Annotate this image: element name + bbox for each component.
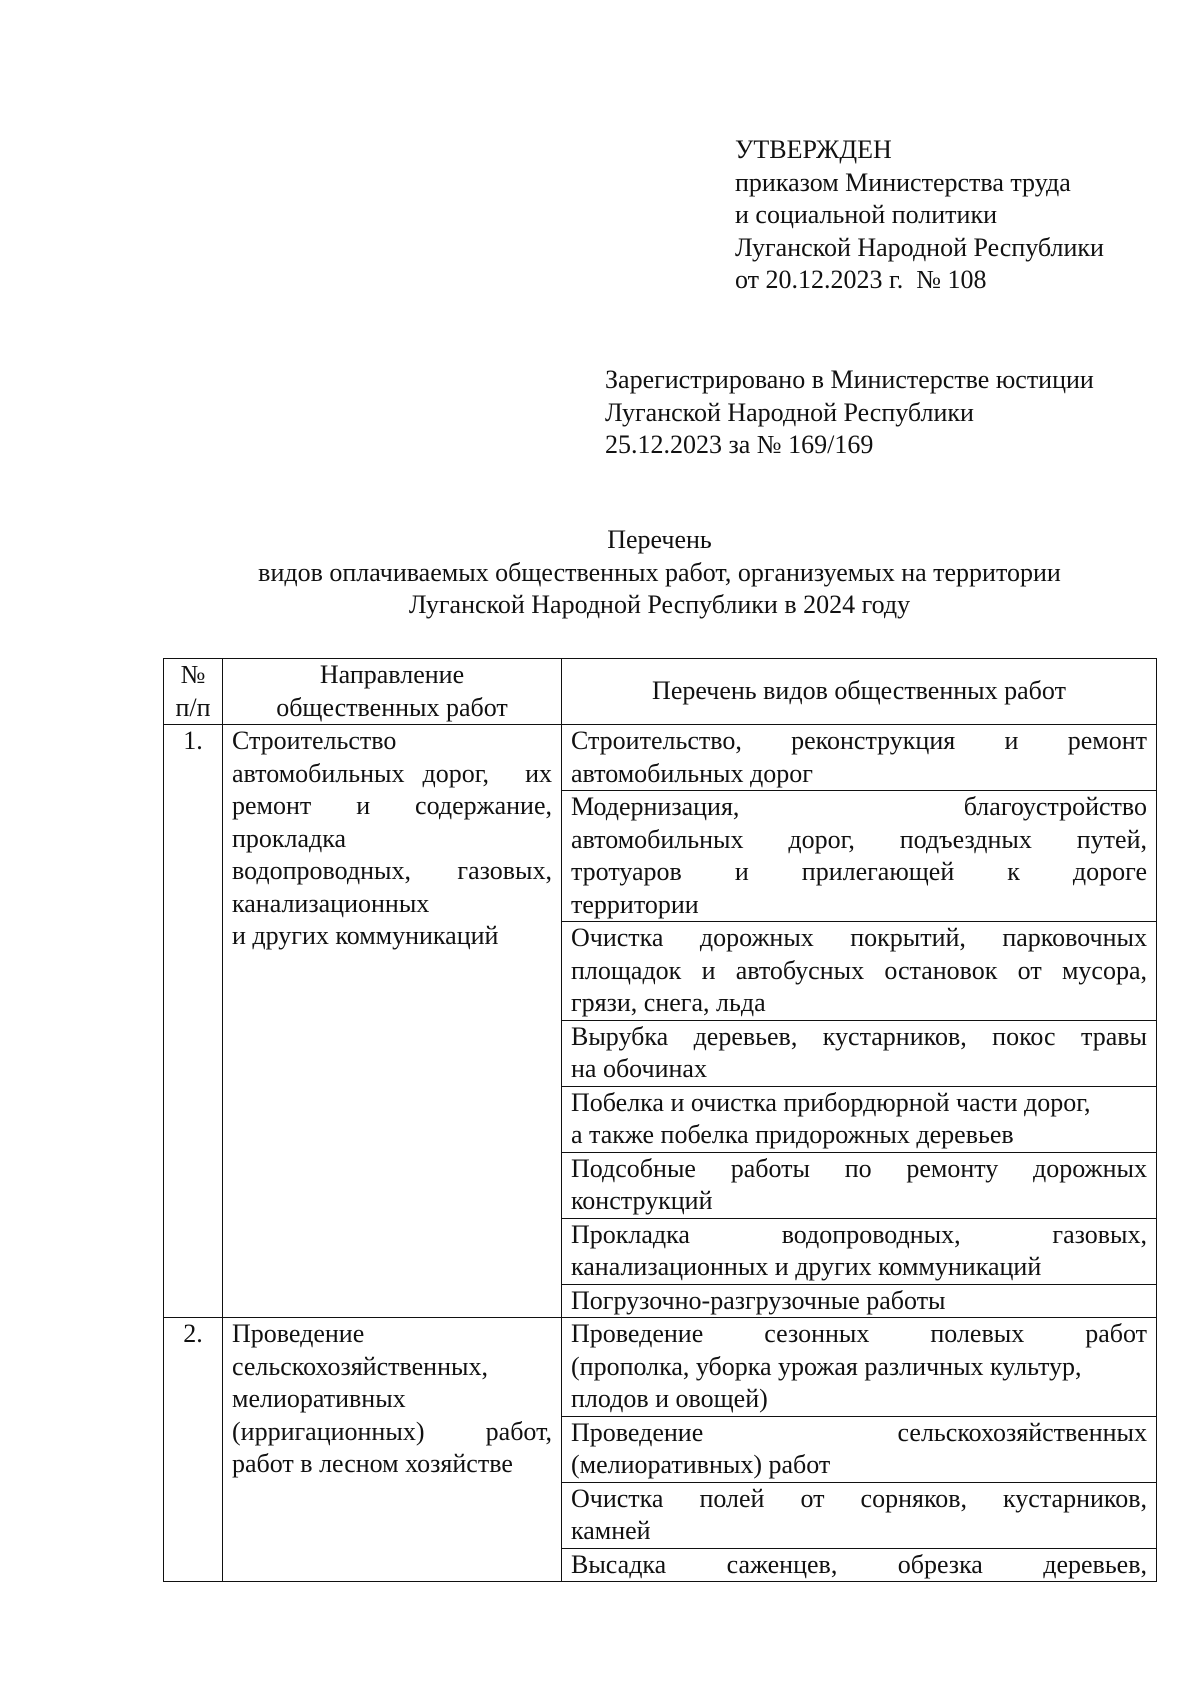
direction-line: работ в лесном хозяйстве — [232, 1449, 513, 1478]
work-type-line: Прокладка водопроводных, газовых, — [571, 1219, 1147, 1249]
registration-block — [605, 364, 1094, 462]
work-type-line: конструкций — [571, 1186, 713, 1215]
work-direction — [223, 725, 562, 1318]
work-direction — [223, 1318, 562, 1582]
registration-date-number: 25.12.2023 за № 169/169 — [605, 430, 874, 459]
approval-line: и социальной политики — [735, 200, 997, 229]
approval-date-number: от 20.12.2023 г. № 108 — [735, 265, 987, 294]
work-type — [562, 791, 1157, 922]
work-type-line: автомобильных дорог, подъездных путей, — [571, 824, 1147, 854]
work-type-line: Модернизация, благоустройство — [571, 792, 1147, 821]
work-type-line: Очистка дорожных покрытий, парковочных — [571, 923, 1147, 952]
work-type-line: Строительство, реконструкция и ремонт — [571, 726, 1147, 755]
work-type-line: территории — [571, 889, 699, 919]
work-type — [562, 1218, 1157, 1284]
work-type-line: Погрузочно-разгрузочные работы — [571, 1285, 946, 1315]
work-type-line: (мелиоративных) работ — [571, 1450, 831, 1479]
direction-line: Проведение — [232, 1319, 365, 1348]
title-line: видов оплачиваемых общественных работ, организуемых на территории — [258, 557, 1061, 587]
work-type-line: Подсобные работы по ремонту дорожных — [571, 1153, 1147, 1183]
work-type-line: грязи, снега, льда — [571, 988, 766, 1017]
work-type — [562, 1416, 1157, 1482]
table-body — [164, 725, 1157, 1582]
work-type-line: автомобильных дорог — [571, 758, 813, 788]
approval-line: приказом Министерства труда — [735, 167, 1071, 197]
direction-line: водопроводных, газовых, — [232, 856, 552, 885]
header-direction: Направление общественных работ — [223, 659, 562, 725]
work-type-line: Побелка и очистка прибордюрной части дорог, — [571, 1087, 1091, 1117]
registration-line: Луганской Народной Республики — [605, 397, 974, 427]
work-type — [562, 1284, 1157, 1318]
work-type-line: канализационных и других коммуникаций — [571, 1252, 1042, 1281]
table-row — [164, 725, 1157, 791]
work-type-line: на обочинах — [571, 1054, 707, 1083]
work-type-line: Высадка саженцев, обрезка деревьев, — [571, 1549, 1147, 1579]
direction-line: канализационных — [232, 888, 430, 918]
header-number: № п/п — [164, 659, 223, 725]
direction-line: ремонт и содержание, — [232, 791, 552, 820]
work-type — [562, 1086, 1157, 1152]
title-line: Луганской Народной Республики в 2024 году — [408, 590, 911, 619]
direction-line: и других коммуникаций — [232, 921, 499, 950]
work-type — [562, 1482, 1157, 1548]
table-row — [164, 1318, 1157, 1417]
document-title — [163, 524, 1156, 622]
public-works-table — [163, 658, 1157, 1582]
work-type-line: Вырубка деревьев, кустарников, покос травы — [571, 1021, 1147, 1051]
work-type — [562, 1152, 1157, 1218]
work-type — [562, 1318, 1157, 1417]
work-type — [562, 922, 1157, 1021]
approval-block — [735, 134, 1104, 297]
work-type-line: а также побелка придорожных деревьев — [571, 1120, 1014, 1149]
title-line: Перечень — [607, 525, 712, 554]
work-type-line: (прополка, уборка урожая различных культур, — [571, 1351, 1082, 1381]
registration-line: Зарегистрировано в Министерстве юстиции — [605, 365, 1094, 394]
direction-line: автомобильных дорог, их — [232, 758, 552, 788]
header-work-list: Перечень видов общественных работ — [562, 659, 1157, 725]
direction-line: мелиоративных — [232, 1384, 406, 1413]
work-type-line: плодов и овощей) — [571, 1384, 768, 1413]
table-header-row — [164, 659, 1157, 725]
row-number: 2. — [164, 1318, 223, 1582]
work-type — [562, 725, 1157, 791]
work-type-line: камней — [571, 1516, 651, 1545]
work-type — [562, 1548, 1157, 1582]
direction-line: сельскохозяйственных, — [232, 1351, 488, 1381]
work-type-line: Проведение сезонных полевых работ — [571, 1319, 1147, 1348]
direction-line: (ирригационных) работ, — [232, 1416, 552, 1446]
work-type-line: тротуаров и прилегающей к дороге — [571, 857, 1147, 886]
work-type — [562, 1020, 1157, 1086]
work-type-line: площадок и автобусных остановок от мусора, — [571, 955, 1147, 985]
work-type-line: Проведение сельскохозяйственных — [571, 1417, 1147, 1447]
direction-line: прокладка — [232, 823, 347, 853]
approval-line: Луганской Народной Республики — [735, 232, 1104, 262]
row-number: 1. — [164, 725, 223, 1318]
work-type-line: Очистка полей от сорняков, кустарников, — [571, 1483, 1147, 1513]
direction-line: Строительство — [232, 726, 397, 755]
approval-heading: УТВЕРЖДЕН — [735, 135, 892, 164]
